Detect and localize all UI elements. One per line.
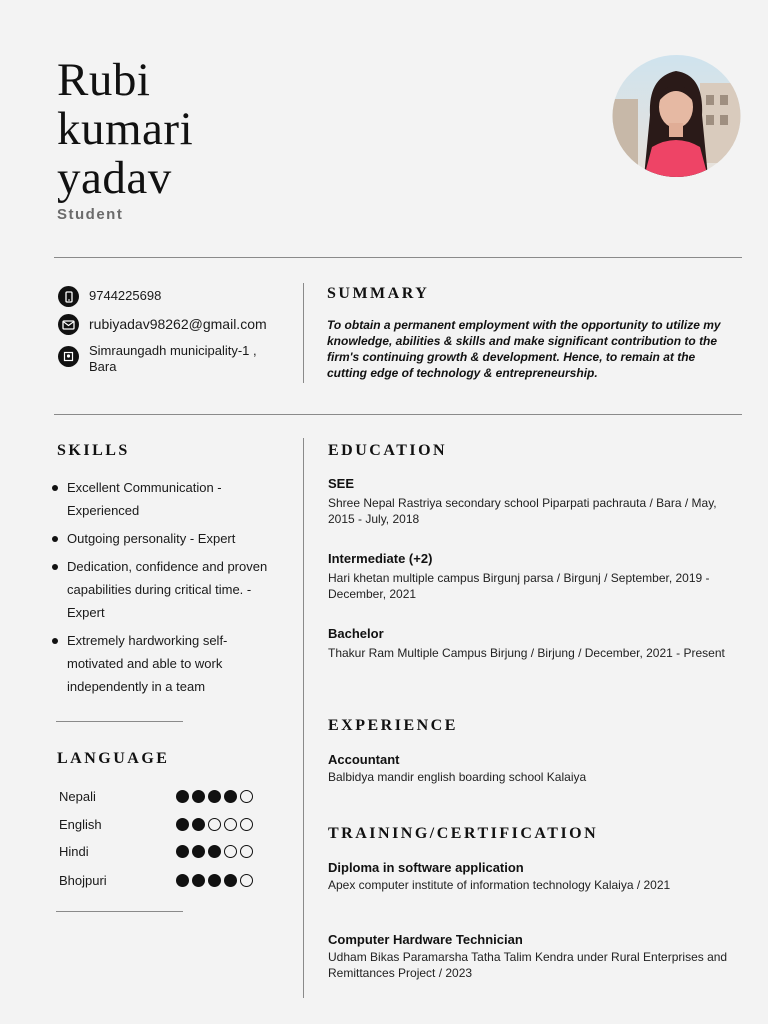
level-dot-empty [224, 818, 237, 831]
email-icon [58, 314, 79, 335]
skills-list [55, 476, 270, 703]
experience-entry-title: Accountant [328, 752, 400, 767]
summary-title: SUMMARY [327, 285, 430, 302]
level-dot-empty [240, 874, 253, 887]
language-title: LANGUAGE [57, 750, 170, 767]
skill-item: Extremely hardworking self-motivated and able to work independently in a team [55, 629, 270, 698]
divider-middle [54, 414, 742, 415]
language-level [176, 790, 253, 803]
education-entry [328, 476, 738, 527]
training-entry [328, 932, 738, 981]
level-dot-filled [208, 845, 221, 858]
contact-address [58, 343, 298, 375]
education-entry-detail: Hari khetan multiple campus Birgunj parsa / Birgunj / September, 2019 - December, 2021 [328, 571, 710, 601]
address-line-2: Bara [89, 359, 117, 374]
skill-item: Outgoing personality - Expert [55, 527, 270, 550]
training-entry [328, 860, 738, 893]
training-entry-title: Computer Hardware Technician [328, 932, 523, 947]
level-dot-filled [176, 845, 189, 858]
skills-divider [56, 721, 183, 722]
level-dot-filled [192, 845, 205, 858]
language-name: Nepali [59, 788, 96, 804]
education-entry [328, 626, 738, 661]
training-entry-detail: Udham Bikas Paramarsha Tatha Talim Kendra under Rural Enterprises and Remittances Project / 2023 [328, 950, 728, 980]
divider-vertical-main [303, 438, 304, 998]
level-dot-filled [192, 818, 205, 831]
contact-phone [58, 286, 288, 307]
contact-email [58, 314, 298, 335]
language-row-nepali [59, 786, 279, 806]
language-divider [56, 911, 183, 912]
address-line-1: Simraungadh municipality-1 , [89, 343, 257, 358]
experience-title: EXPERIENCE [328, 717, 458, 734]
profile-photo [612, 55, 741, 177]
language-level [176, 818, 253, 831]
language-level [176, 845, 253, 858]
skills-title: SKILLS [57, 442, 130, 459]
phone-icon [58, 286, 79, 307]
training-entry-title: Diploma in software application [328, 860, 524, 875]
training-title: TRAINING/CERTIFICATION [328, 825, 599, 842]
name-first: Rubi [57, 54, 151, 106]
summary-text: To obtain a permanent employment with the opportunity to utilize my knowledge, abilities & skills and make significant contribution to the firm's continuing growth & development. Hence, to remain at the cutting edge of technology & entrepreneurship. [327, 318, 721, 380]
level-dot-empty [240, 845, 253, 858]
level-dot-empty [208, 818, 221, 831]
level-dot-empty [240, 790, 253, 803]
education-entry-detail: Shree Nepal Rastriya secondary school Piparpati pachrauta / Bara / May, 2015 - July, 2018 [328, 496, 717, 526]
language-name: Hindi [59, 843, 89, 859]
skill-item: Dedication, confidence and proven capabilities during critical time. - Expert [55, 555, 270, 624]
education-title: EDUCATION [328, 442, 448, 459]
education-entry-title: Intermediate (+2) [328, 551, 433, 566]
level-dot-filled [208, 790, 221, 803]
level-dot-filled [192, 874, 205, 887]
education-entry [328, 551, 738, 602]
language-row-english [59, 814, 279, 834]
language-row-hindi [59, 841, 279, 861]
location-icon [58, 346, 79, 367]
level-dot-empty [240, 818, 253, 831]
language-name: Bhojpuri [59, 872, 107, 888]
language-name: English [59, 816, 102, 832]
level-dot-filled [224, 790, 237, 803]
name-middle: kumari [57, 103, 194, 155]
name-last: yadav [57, 152, 172, 204]
experience-entry-detail: Balbidya mandir english boarding school Kalaiya [328, 770, 587, 784]
divider-vertical-top [303, 283, 304, 383]
phone-text: 9744225698 [89, 288, 162, 303]
education-entry-detail: Thakur Ram Multiple Campus Birjung / Birjung / December, 2021 - Present [328, 646, 725, 660]
level-dot-filled [176, 818, 189, 831]
language-level [176, 874, 253, 887]
education-entry-title: Bachelor [328, 626, 384, 641]
language-row-bhojpuri [59, 870, 279, 890]
training-entry-detail: Apex computer institute of information technology Kalaiya / 2021 [328, 878, 671, 892]
education-entry-title: SEE [328, 476, 355, 491]
level-dot-filled [176, 790, 189, 803]
experience-entry [328, 752, 738, 785]
subtitle: Student [57, 206, 124, 223]
level-dot-filled [224, 874, 237, 887]
skill-item: Excellent Communication - Experienced [55, 476, 270, 522]
level-dot-filled [176, 874, 189, 887]
level-dot-empty [224, 845, 237, 858]
divider-top [54, 257, 742, 258]
email-text: rubiyadav98262@gmail.com [89, 316, 267, 332]
level-dot-filled [208, 874, 221, 887]
level-dot-filled [192, 790, 205, 803]
